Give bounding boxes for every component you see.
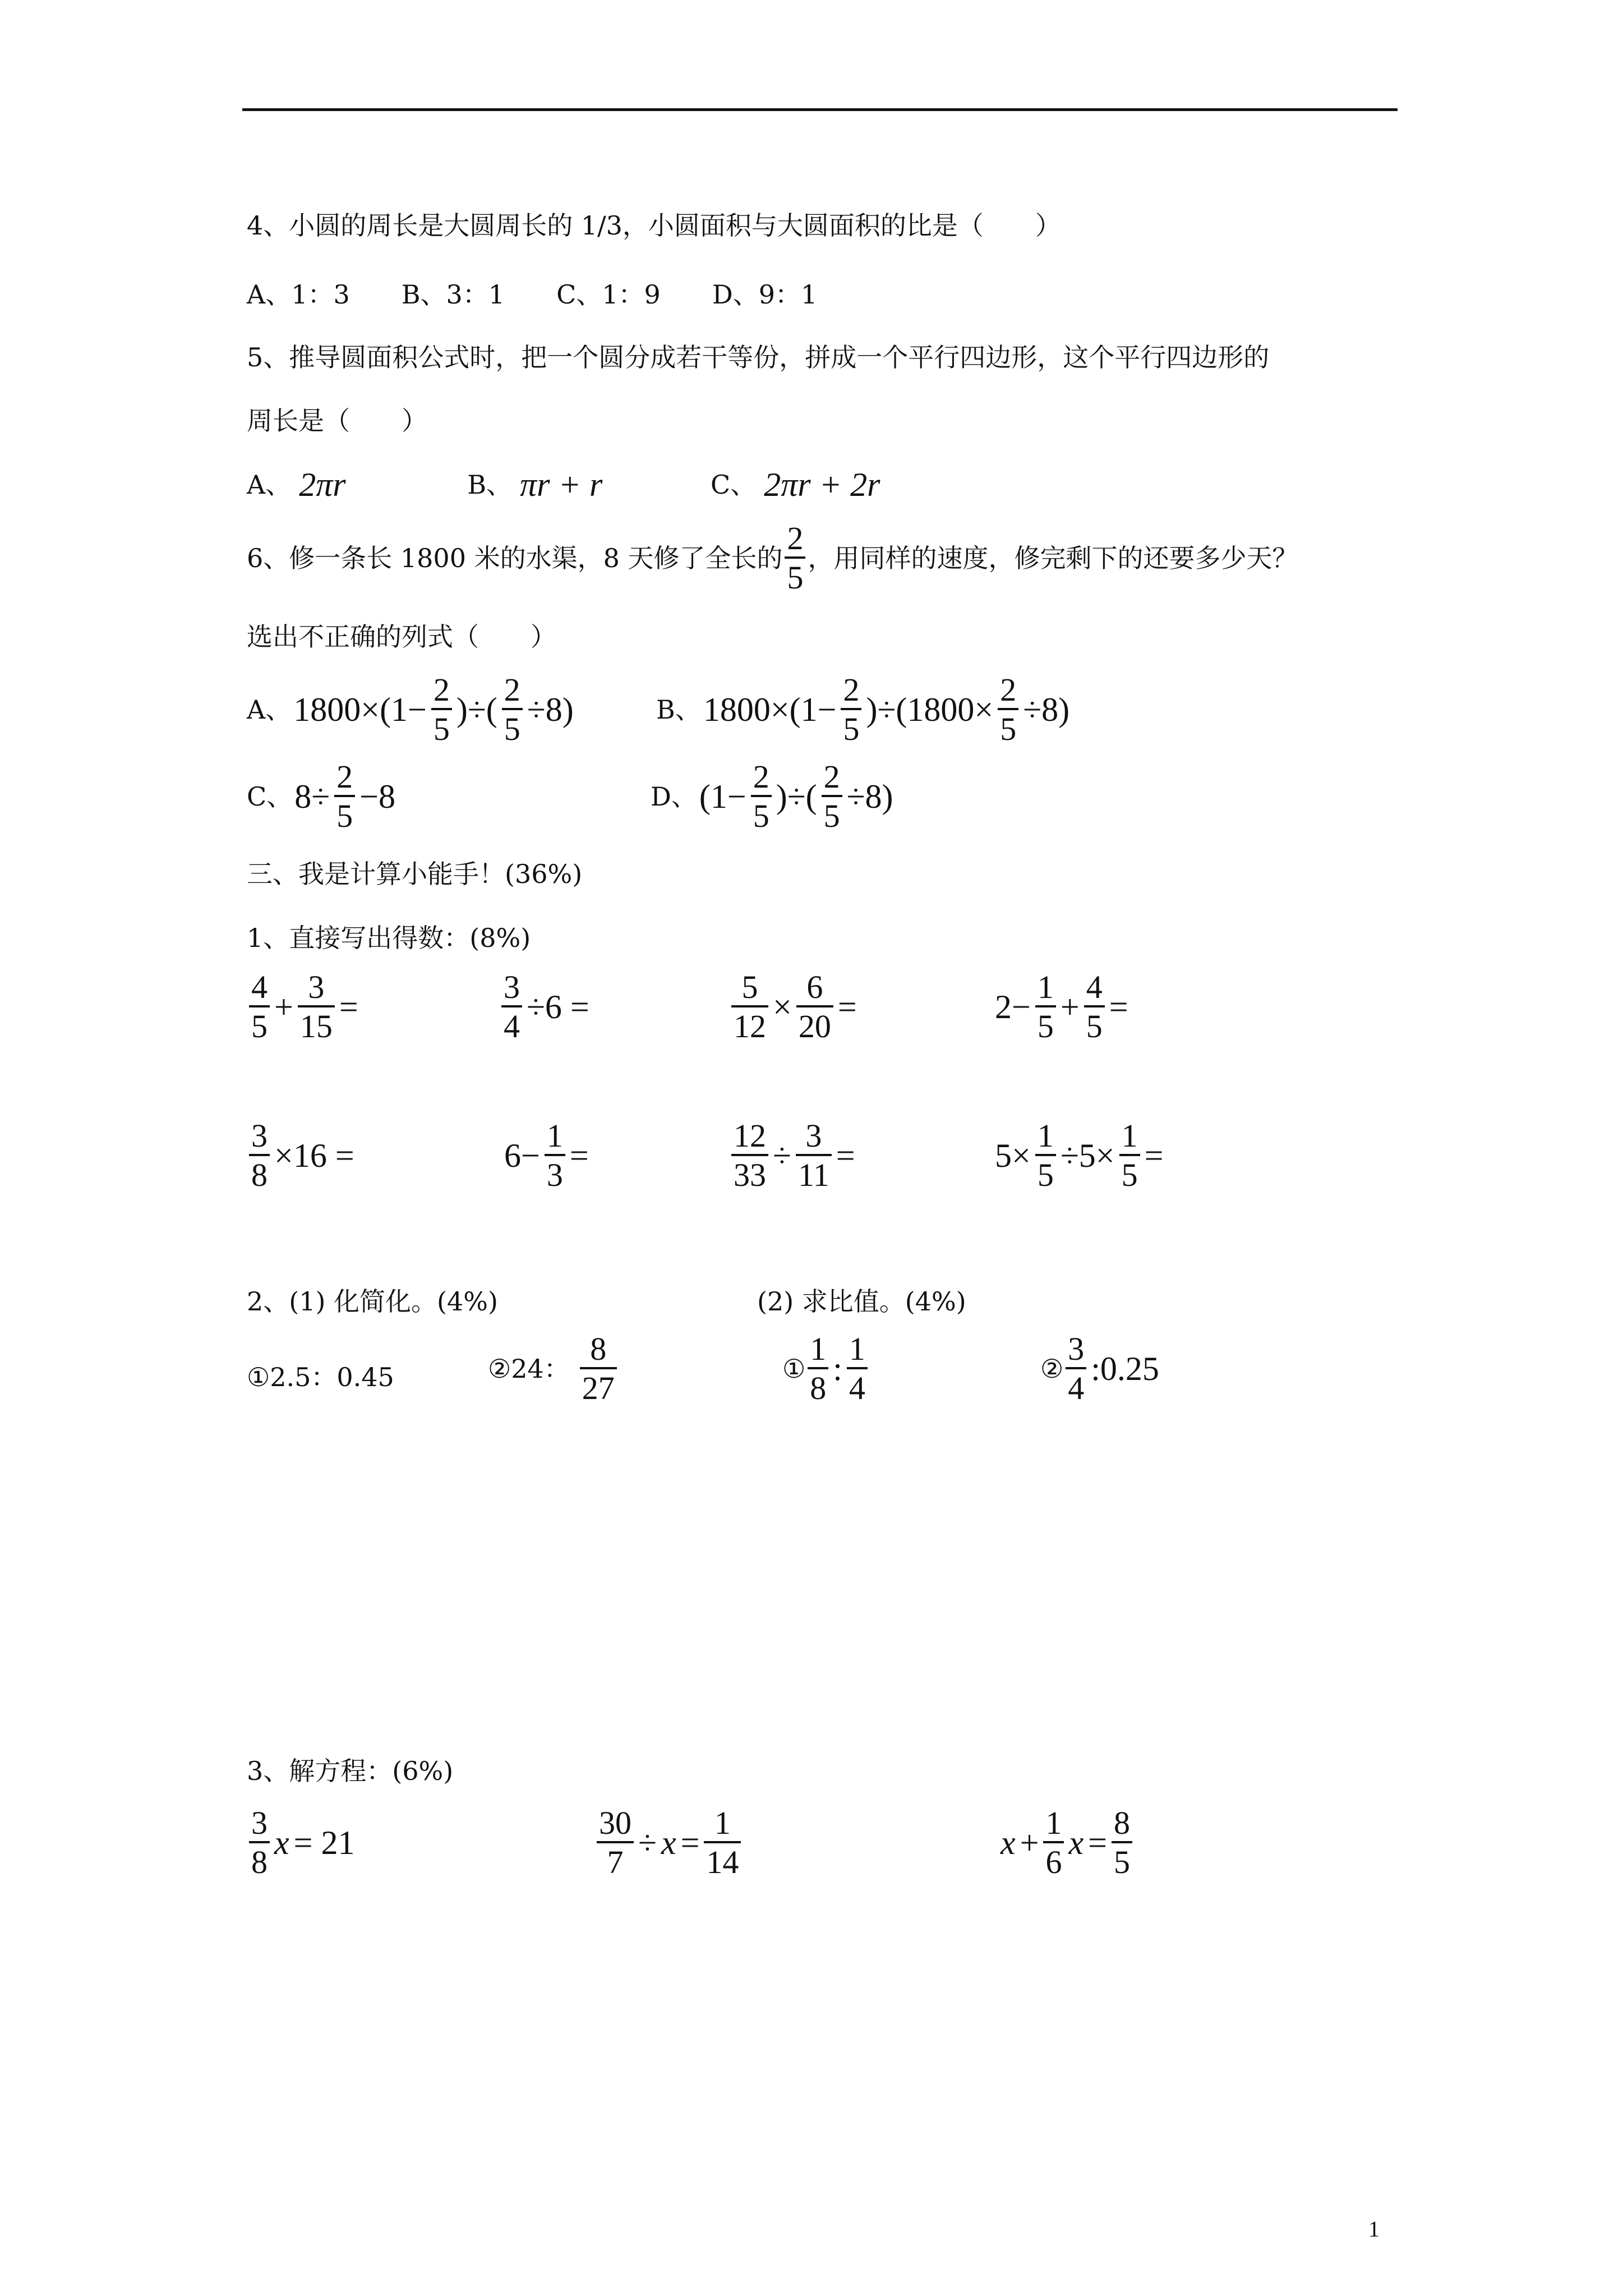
q6-option-d: D、 (1− $\frac{2}{5}$ )÷( $\frac{2}{5}$ ÷8) bbox=[651, 758, 893, 834]
q4-stem: 4、小圆的周长是大圆周长的 1/3，小圆面积与大圆面积的比是（ ） bbox=[247, 210, 1061, 241]
q5-opt-b-math: πr + r bbox=[520, 466, 603, 503]
calc-2-1: $\frac{3}{8}$ ×16 = bbox=[247, 1119, 357, 1192]
q5-opt-a-label: A、 bbox=[247, 470, 292, 500]
q4-options: A、1：3 B、3：1 C、1：9 D、9：1 bbox=[247, 279, 818, 310]
equation-2: $\frac{30}{7}$ ÷ x = $\frac{1}{14}$ bbox=[594, 1806, 743, 1879]
q5-opt-c-label: C、 bbox=[711, 470, 757, 500]
calc-1-1: $\frac{4}{5}$ + $\frac{3}{15}$ = bbox=[247, 970, 361, 1043]
page-number: 1 bbox=[1368, 2216, 1380, 2242]
q5-opt-a-math: 2πr bbox=[299, 466, 346, 503]
calc-2-3: $\frac{12}{33}$ ÷ $\frac{3}{11}$ = bbox=[729, 1119, 857, 1192]
part2a-title: 2、(1) 化简化。(4%) bbox=[247, 1286, 498, 1317]
q5-opt-b-label: B、 bbox=[467, 470, 513, 500]
equation-3: x + $\frac{1}{6}$ x = $\frac{8}{5}$ bbox=[998, 1806, 1135, 1879]
ratio-item-1: ① $\frac{1}{8}$ : $\frac{1}{4}$ bbox=[782, 1332, 870, 1405]
q6-option-c: C、 8÷ $\frac{2}{5}$ −8 bbox=[247, 758, 395, 834]
calc-2-2: 6− $\frac{1}{3}$ = bbox=[504, 1117, 589, 1193]
equation-1: $\frac{3}{8}$ x = 21 bbox=[247, 1806, 357, 1879]
q6-stem bbox=[247, 522, 1298, 595]
calc-2-4: 5× $\frac{1}{5}$ ÷5× $\frac{1}{5}$ = bbox=[995, 1117, 1164, 1193]
part1-title: 1、直接写出得数：(8%) bbox=[247, 923, 531, 953]
ratio-item-2: ② $\frac{3}{4}$ :0.25 bbox=[1040, 1331, 1159, 1406]
q6-stem-line2: 选出不正确的列式（ ） bbox=[247, 622, 556, 652]
q5-options bbox=[247, 467, 880, 503]
calc-1-2: $\frac{3}{4}$ ÷6 = bbox=[499, 970, 592, 1043]
header-rule bbox=[242, 108, 1398, 111]
calc-1-3: $\frac{5}{12}$ × $\frac{6}{20}$ = bbox=[729, 970, 859, 1043]
part3-title: 3、解方程：(6%) bbox=[247, 1756, 454, 1786]
q5-opt-c-math: 2πr + 2r bbox=[764, 466, 880, 503]
q6-option-a: A、 1800×(1− $\frac{2}{5}$ )÷( $\frac{2}{5}$ ÷8) bbox=[247, 671, 574, 747]
q6-stem-after: ，用同样的速度，修完剩下的还要多少天？ bbox=[808, 543, 1298, 573]
q6-option-b: B、 1800×(1− $\frac{2}{5}$ )÷(1800× $\frac{2}{5}$ ÷8) bbox=[656, 671, 1070, 747]
q6-stem-before: 6、修一条长 1800 米的水渠，8 天修了全长的 bbox=[247, 543, 783, 573]
simplify-item-1: ①2.5：0.45 bbox=[247, 1362, 394, 1392]
part2b-title: (2) 求比值。(4%) bbox=[757, 1286, 966, 1317]
section3-title: 三、我是计算小能手！(36%) bbox=[247, 859, 583, 889]
q5-stem-line1: 5、推导圆面积公式时，把一个圆分成若干等份，拼成一个平行四边形，这个平行四边形的 bbox=[247, 342, 1270, 372]
q6-fraction: $\frac{2}{5}$ bbox=[785, 522, 805, 595]
q5-stem-line2: 周长是（ ） bbox=[247, 406, 427, 436]
simplify-item-2: ②24： $\frac{8}{27}$ bbox=[488, 1332, 619, 1405]
calc-1-4: 2− $\frac{1}{5}$ + $\frac{4}{5}$ = bbox=[995, 969, 1128, 1045]
